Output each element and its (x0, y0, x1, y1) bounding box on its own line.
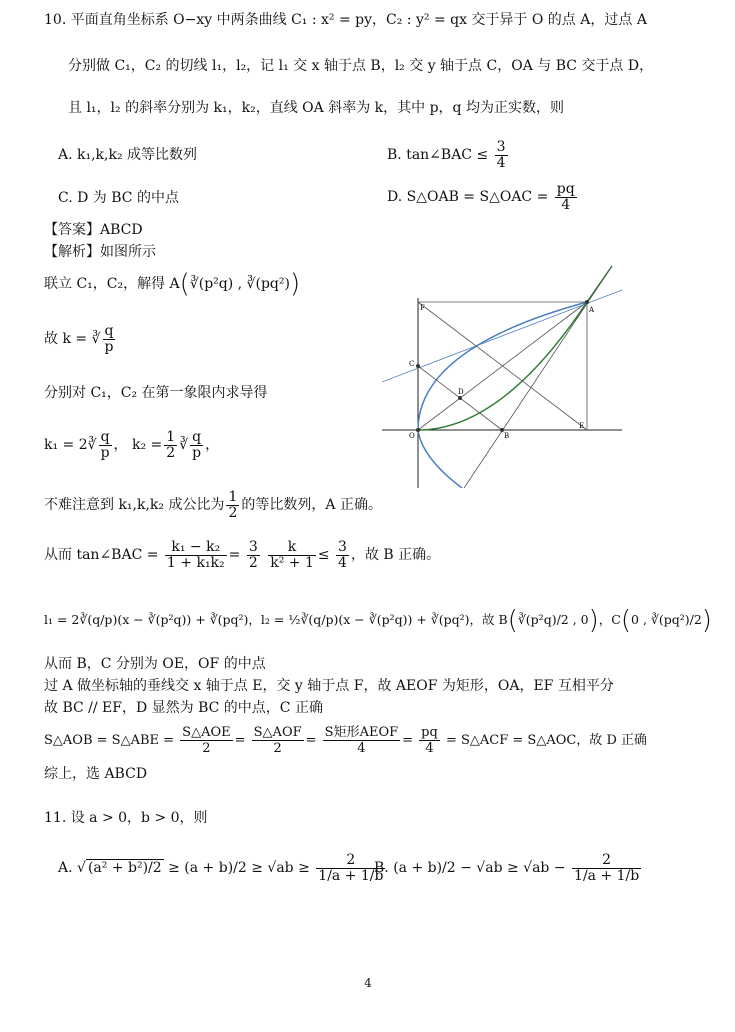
label-o: O (409, 432, 415, 440)
label-f: F (420, 304, 425, 312)
solution-conclusion: 综上，选 ABCD (44, 766, 148, 782)
curve-c1 (418, 266, 612, 430)
q10-line1: 10. 平面直角坐标系 O−xy 中两条曲线 C₁ : x² = py，C₂ : y² = qx 交于异于 O 的点 A，过点 A (44, 12, 647, 28)
q10-option-d-fraction: $\frac{pq}{4}$ (556, 180, 575, 213)
label-e: E (579, 422, 585, 430)
point-a-coords: ∛(p²q) , ∛(pq²) (189, 276, 290, 292)
solution-step-5: 不难注意到 k₁,k,k₂ 成公比为 $\frac{1}{2}$ 的等比数列，A 正确。 (44, 488, 382, 521)
point-d (458, 396, 462, 400)
q10-line2: 分别做 C₁，C₂ 的切线 l₁，l₂，记 l₁ 交 x 轴于点 B，l₂ 交 y 轴于点 C，OA 与 BC 交于点 D， (68, 58, 654, 74)
solution-step-8: 从而 B，C 分别为 OE，OF 的中点 (44, 656, 266, 672)
label-b: B (504, 432, 510, 440)
q11-stem: 11. 设 a > 0，b > 0，则 (44, 810, 208, 826)
solution-step-4: k₁ = 2∛ $\frac{q}{p}$ ， k₂ = $\frac{1}{2}$ ∛ $\frac{q}{p}$ ， (44, 428, 220, 461)
q10-option-b (387, 138, 510, 172)
q10-option-d (387, 180, 579, 214)
q-over-p-fraction: $\frac{q}{p}$ (104, 322, 114, 355)
solution-step-3: 分别对 C₁，C₂ 在第一象限内求导得 (44, 385, 268, 401)
point-c (416, 364, 420, 368)
label-c: C (409, 360, 415, 368)
q10-option-b-text: B. tan∠BAC ≤ (387, 147, 489, 163)
q10-line3: 且 l₁，l₂ 的斜率分别为 k₁，k₂，直线 OA 斜率为 k，其中 p，q 均为正实数，则 (68, 100, 564, 116)
q11-option-a: A. √ (a² + b²)/2 ≥ (a + b)/2 ≥ √ab ≥ $\frac{2}{1/a + 1/b}$ (58, 851, 384, 884)
point-b-coords: ∛(p²q)/2 , 0 (517, 612, 589, 627)
point-a (585, 300, 589, 304)
curve-c2 (418, 302, 587, 488)
label-d: D (458, 388, 464, 396)
solution-step-2: 故 k = ∛ $\frac{q}{p}$ (44, 322, 114, 355)
solution-step-7: l₁ = 2∛(q/p)(x − ∛(p²q)) + ∛(pq²)，l₂ = ½∛(q/p)(x − ∛(p²q)) + ∛(pq²)，故 B(∛(p²q)/2 , 0)，C(0 , ∛(pq²)/2) (44, 605, 712, 636)
q10-option-c: C. D 为 BC 的中点 (58, 190, 179, 206)
solution-step-9: 过 A 做坐标轴的垂线交 x 轴于点 E，交 y 轴于点 F，故 AEOF 为矩形，OA，EF 互相平分 (44, 678, 614, 694)
point-o (416, 428, 420, 432)
q11-option-b: B. (a + b)/2 − √ab ≥ √ab − $\frac{2}{1/a + 1/b}$ (374, 851, 640, 884)
solution-step-1: 联立 C₁，C₂，解得 A(∛(p²q) , ∛(pq²)) (44, 269, 301, 299)
analysis-heading: 【解析】如图所示 (44, 244, 156, 260)
solution-step-6: 从而 tan∠BAC = $\frac{\text{k₁ − k₂}}{\text{1 + k₁k₂}}$ = $\frac{3}{2}$ $\frac{k}{\text{k² + 1}}$ ≤ $\frac{3}{4}$ ，故 B 正确。 (44, 538, 441, 571)
q10-option-b-fraction: $\frac{3}{4}$ (496, 138, 506, 171)
geometry-figure (382, 258, 622, 488)
solution-step-11: S△AOB = S△ABE = S△AOE 2 = S△AOF 2 = S矩形AEOF 4 = $\frac{pq}{4}$ = S△ACF = S△AOC，故 D 正确 (44, 725, 647, 756)
point-c-coords: 0 , ∛(pq²)/2 (631, 612, 702, 627)
q10-option-d-text: D. S△OAB = S△OAC = (387, 189, 549, 205)
tangent-l1 (464, 266, 612, 488)
solution-step-10: 故 BC // EF，D 显然为 BC 的中点，C 正确 (44, 700, 323, 716)
page-number: 4 (364, 976, 372, 990)
answer-line: 【答案】ABCD (44, 222, 143, 238)
label-a: A (589, 306, 595, 314)
q10-option-a: A. k₁,k,k₂ 成等比数列 (58, 147, 198, 163)
